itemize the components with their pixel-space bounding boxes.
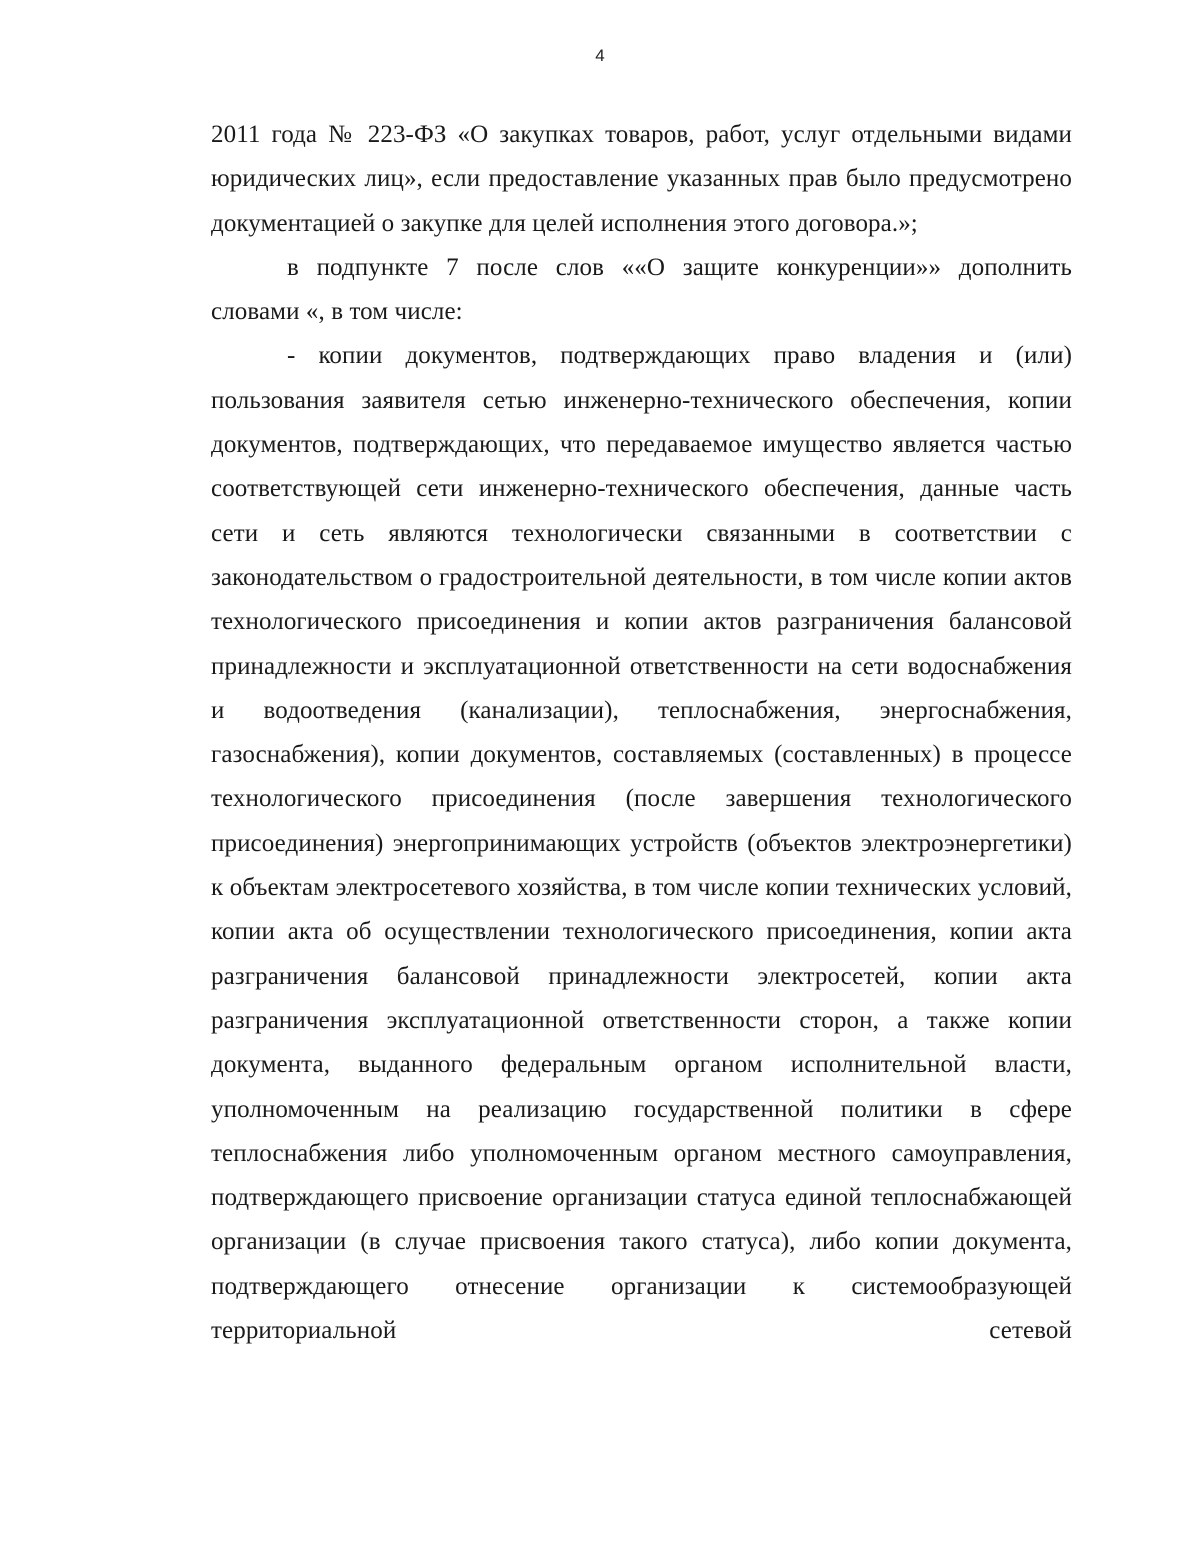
paragraph-subpoint-7: в подпункте 7 после слов ««О защите конкуренции»» дополнить словами «, в том числе: [211, 253, 1072, 326]
paragraph-document-copies: - копии документов, подтверждающих право владения и (или) пользования заявителя сетью инженерно-технического обеспечения, копии документов, подтверждающих, что передаваемое имущество является частью соответствующей сети инженерно-технического обеспечения, данные часть сети и сеть являются технологически связанными в соответствии с законодательством о градостроительной деятельности, в том числе копии актов технологического присоединения и копии актов разграничения балансовой принадлежности и эксплуатационной ответственности на сети водоснабжения и водоотведения (канализации), теплоснабжения, энергоснабжения, газоснабжения), копии документов, составляемых (составленных) в процессе технологического присоединения (после завершения технологического присоединения) энергопринимающих устройств (объектов электроэнергетики) к объектам электросетевого хозяйства, в том числе копии технических условий, копии акта об осуществлении технологического присоединения, копии акта разграничения балансовой принадлежности электросетей, копии акта разграничения эксплуатационной ответственности сторон, а также копии документа, выданного федеральным органом исполнительной власти, уполномоченным на реализацию государственной политики в сфере теплоснабжения либо уполномоченным органом местного самоуправления, подтверждающего присвоение организации статуса единой теплоснабжающей организации (в случае присвоения такого статуса), либо копии документа, подтверждающего отнесение организации к системообразующей территориальной сетевой [211, 342, 1072, 1345]
page-number: 4 [595, 46, 605, 65]
document-body [211, 113, 1072, 1353]
paragraph-continuation: 2011 года № 223-ФЗ «О закупках товаров, работ, услуг отдельными видами юридических лиц», если предоставление указанных прав было предусмотрено документацией о закупке для целей исполнения этого договора.»; [211, 121, 1072, 237]
